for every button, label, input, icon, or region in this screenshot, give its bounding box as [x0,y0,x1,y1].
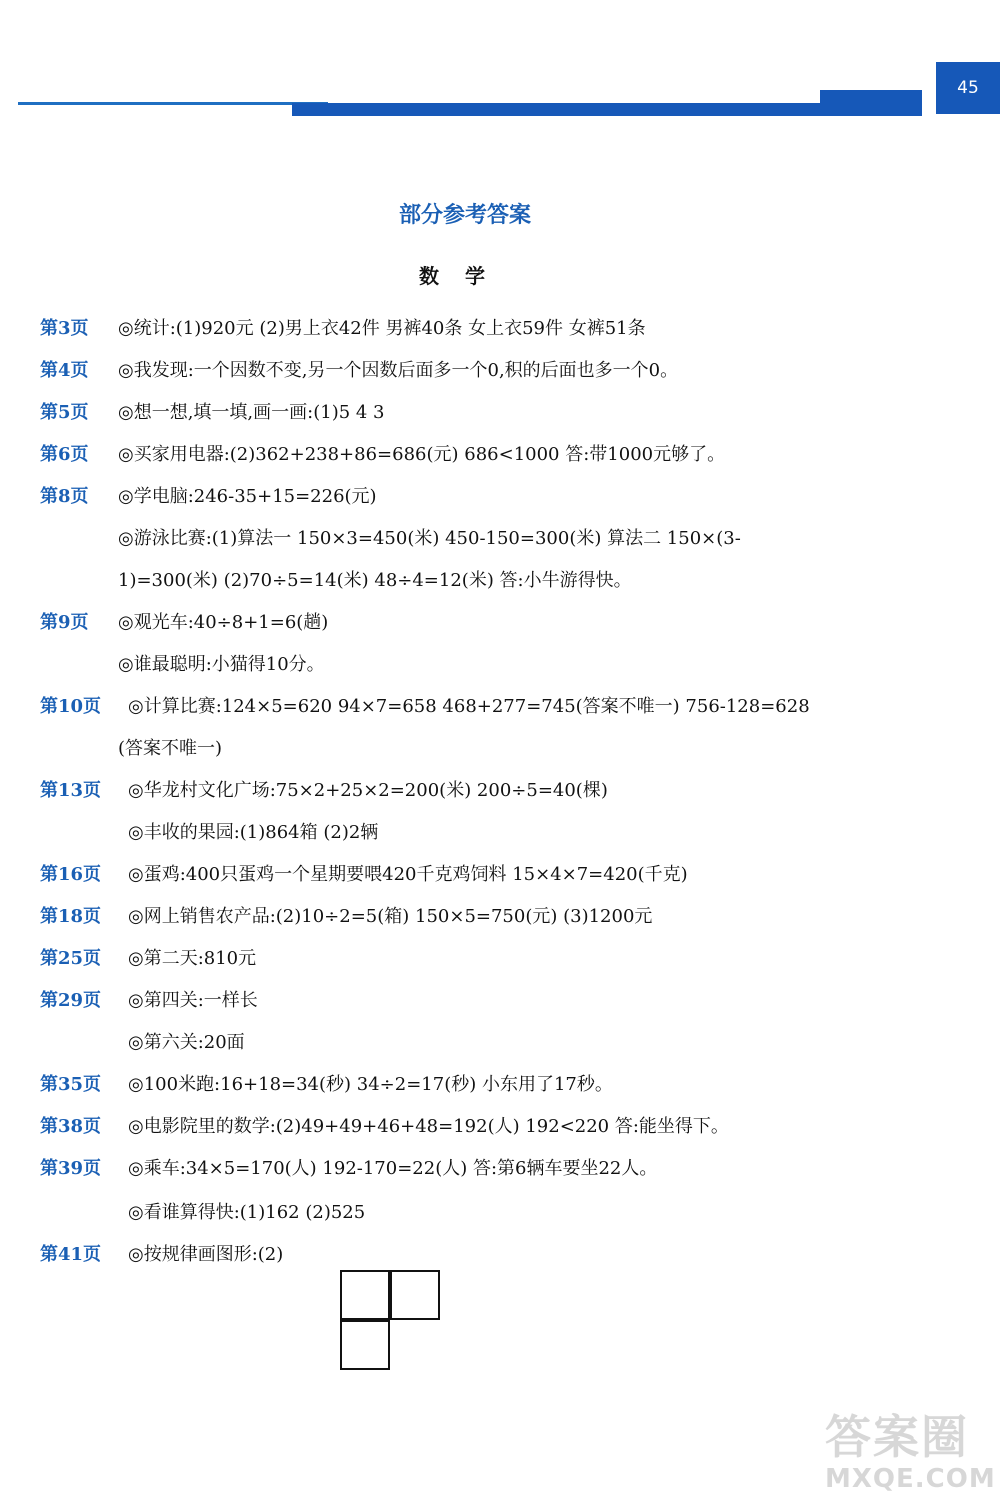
page-label: 第16页 [40,864,102,885]
page-label: 第5页 [40,402,89,423]
page-label: 第4页 [40,360,89,381]
answer-text: ◎乘车:34×5=170(人) 192-170=22(人) 答:第6辆车要坐22人。 [128,1158,658,1179]
answer-text: ◎想一想,填一填,画一画:(1)5 4 3 [118,402,385,423]
page-label: 第41页 [40,1244,102,1265]
page-label: 第10页 [40,696,102,717]
page-label: 第39页 [40,1158,102,1179]
answer-text: ◎电影院里的数学:(2)49+49+46+48=192(人) 192<220 答:能坐得下。 [128,1116,729,1137]
figure-square [340,1270,390,1320]
page-label: 第9页 [40,612,89,633]
figure-square [340,1320,390,1370]
watermark-logo-text: 答案圈 [825,1410,969,1464]
header-thin-line [18,102,328,105]
answer-text: ◎观光车:40÷8+1=6(趟) [118,612,329,633]
figure-square [390,1270,440,1320]
answer-text: ◎第二天:810元 [128,948,257,969]
page-label: 第8页 [40,486,89,507]
header-band-step [820,90,922,106]
answer-text: ◎计算比赛:124×5=620 94×7=658 468+277=745(答案不唯一) 756-128=628 [128,696,810,717]
answer-text: ◎学电脑:246-35+15=226(元) [118,486,377,507]
answer-text: ◎游泳比赛:(1)算法一 150×3=450(米) 450-150=300(米) 算法二 150×(3- [118,528,741,549]
answer-text: ◎华龙村文化广场:75×2+25×2=200(米) 200÷5=40(棵) [128,780,608,801]
page-label: 第29页 [40,990,102,1011]
page-label: 第13页 [40,780,102,801]
page-number: 45 [936,62,1000,114]
page-label: 第6页 [40,444,89,465]
page-label: 第3页 [40,318,89,339]
answer-text: 1)=300(米) (2)70÷5=14(米) 48÷4=12(米) 答:小牛游得快。 [118,570,632,591]
answer-text: ◎第六关:20面 [128,1032,245,1053]
answer-text: (答案不唯一) [118,738,223,759]
section-title: 部分参考答案 [398,203,531,228]
answer-text: ◎买家用电器:(2)362+238+86=686(元) 686<1000 答:带1000元够了。 [118,444,726,465]
answer-text: ◎网上销售农产品:(2)10÷2=5(箱) 150×5=750(元) (3)1200元 [128,906,653,927]
answer-text: ◎按规律画图形:(2) [128,1244,284,1265]
answer-text: ◎蛋鸡:400只蛋鸡一个星期要喂420千克鸡饲料 15×4×7=420(千克) [128,864,688,885]
answer-text: ◎100米跑:16+18=34(秒) 34÷2=17(秒) 小东用了17秒。 [128,1074,613,1095]
page-label: 第38页 [40,1116,102,1137]
watermark [825,1412,995,1502]
page-label: 第18页 [40,906,102,927]
page-label: 第25页 [40,948,102,969]
answer-text: ◎谁最聪明:小猫得10分。 [118,654,325,675]
answer-text: ◎我发现:一个因数不变,另一个因数后面多一个0,积的后面也多一个0。 [118,360,679,381]
answer-text: ◎第四关:一样长 [128,990,258,1011]
page-label: 第35页 [40,1074,102,1095]
answer-text: ◎丰收的果园:(1)864箱 (2)2辆 [128,822,379,843]
watermark-url: MXQE.COM [825,1464,996,1494]
subject-heading: 数学 [419,264,511,288]
answer-text: ◎看谁算得快:(1)162 (2)525 [128,1202,366,1223]
answer-text: ◎统计:(1)920元 (2)男上衣42件 男裤40条 女上衣59件 女裤51条 [118,318,646,339]
